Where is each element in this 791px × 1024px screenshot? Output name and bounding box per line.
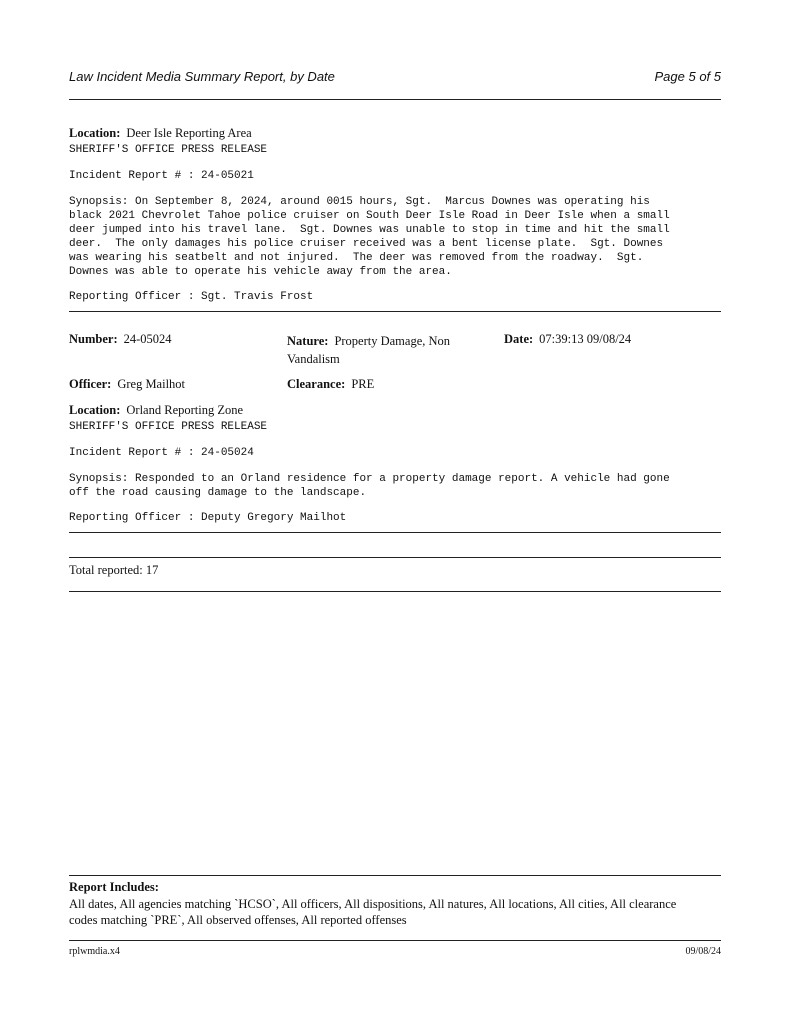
synopsis-line: off the road causing damage to the landscape. [69,487,367,499]
date-value: 07:39:13 09/08/24 [539,332,632,346]
number-label: Number: [69,332,118,346]
footer-program-name: rplwmdia.x4 [69,946,120,957]
incident1-report-number: Incident Report # : 24-05021 [69,170,254,182]
incident2-reporting-officer: Reporting Officer : Deputy Gregory Mailhot [69,512,347,524]
incident2-nature [287,332,450,368]
total-top-divider [69,557,721,558]
includes-line: All dates, All agencies matching `HCSO`, All officers, All dispositions, All natures, All locations, All cities, All clearance [69,897,677,911]
location-value: Orland Reporting Zone [126,403,244,417]
synopsis-line: black 2021 Chevrolet Tahoe police cruiser on South Deer Isle Road in Deer Isle when a small [69,210,670,222]
incident1-location [69,126,252,141]
header-divider [69,99,721,100]
incident2-synopsis [69,472,670,500]
date-label: Date: [504,332,534,346]
synopsis-line: was wearing his seatbelt and not injured. The deer was removed from the roadway. Sgt. [69,252,644,264]
report-includes-text [69,896,729,928]
incident2-clearance [287,377,374,392]
number-value: 24-05024 [123,332,172,346]
nature-label: Nature: [287,334,329,348]
synopsis-line: Downes was able to operate his vehicle away from the area. [69,266,452,278]
incident2-location [69,403,243,418]
incident1-press-release: SHERIFF'S OFFICE PRESS RELEASE [69,144,268,156]
report-title: Law Incident Media Summary Report, by Date [69,69,335,84]
incident2-report-number: Incident Report # : 24-05024 [69,447,254,459]
total-reported: Total reported: 17 [69,563,159,577]
location-value: Deer Isle Reporting Area [126,126,252,140]
officer-label: Officer: [69,377,112,391]
incident2-number [69,332,172,347]
nature-value: Property Damage, Non [334,334,451,348]
incident2-officer [69,377,185,392]
clearance-value: PRE [351,377,375,391]
clearance-label: Clearance: [287,377,346,391]
incident1-synopsis [69,195,670,279]
footer-date: 09/08/24 [685,946,721,957]
total-bottom-divider [69,591,721,592]
synopsis-line: Synopsis: Responded to an Orland residence for a property damage report. A vehicle had gone [69,473,670,485]
page-number: Page 5 of 5 [654,69,721,84]
location-label: Location: [69,126,121,140]
includes-divider [69,875,721,876]
nature-value-cont: Vandalism [287,352,340,366]
location-label: Location: [69,403,121,417]
incident2-press-release: SHERIFF'S OFFICE PRESS RELEASE [69,421,268,433]
report-includes-label: Report Includes: [69,880,159,894]
incident1-reporting-officer: Reporting Officer : Sgt. Travis Frost [69,291,314,303]
incident2-divider [69,532,721,533]
synopsis-line: deer jumped into his travel lane. Sgt. Downes was unable to stop in time and hit the small [69,224,670,236]
footer-divider [69,940,721,941]
incident2-date [504,332,631,347]
synopsis-line: deer. The only damages his police cruiser received was a bent license plate. Sgt. Downes [69,238,664,250]
synopsis-line: Synopsis: On September 8, 2024, around 0015 hours, Sgt. Marcus Downes was operating his [69,196,650,208]
includes-line: codes matching `PRE`, All observed offenses, All reported offenses [69,913,407,927]
officer-value: Greg Mailhot [117,377,186,391]
incident1-divider [69,311,721,312]
